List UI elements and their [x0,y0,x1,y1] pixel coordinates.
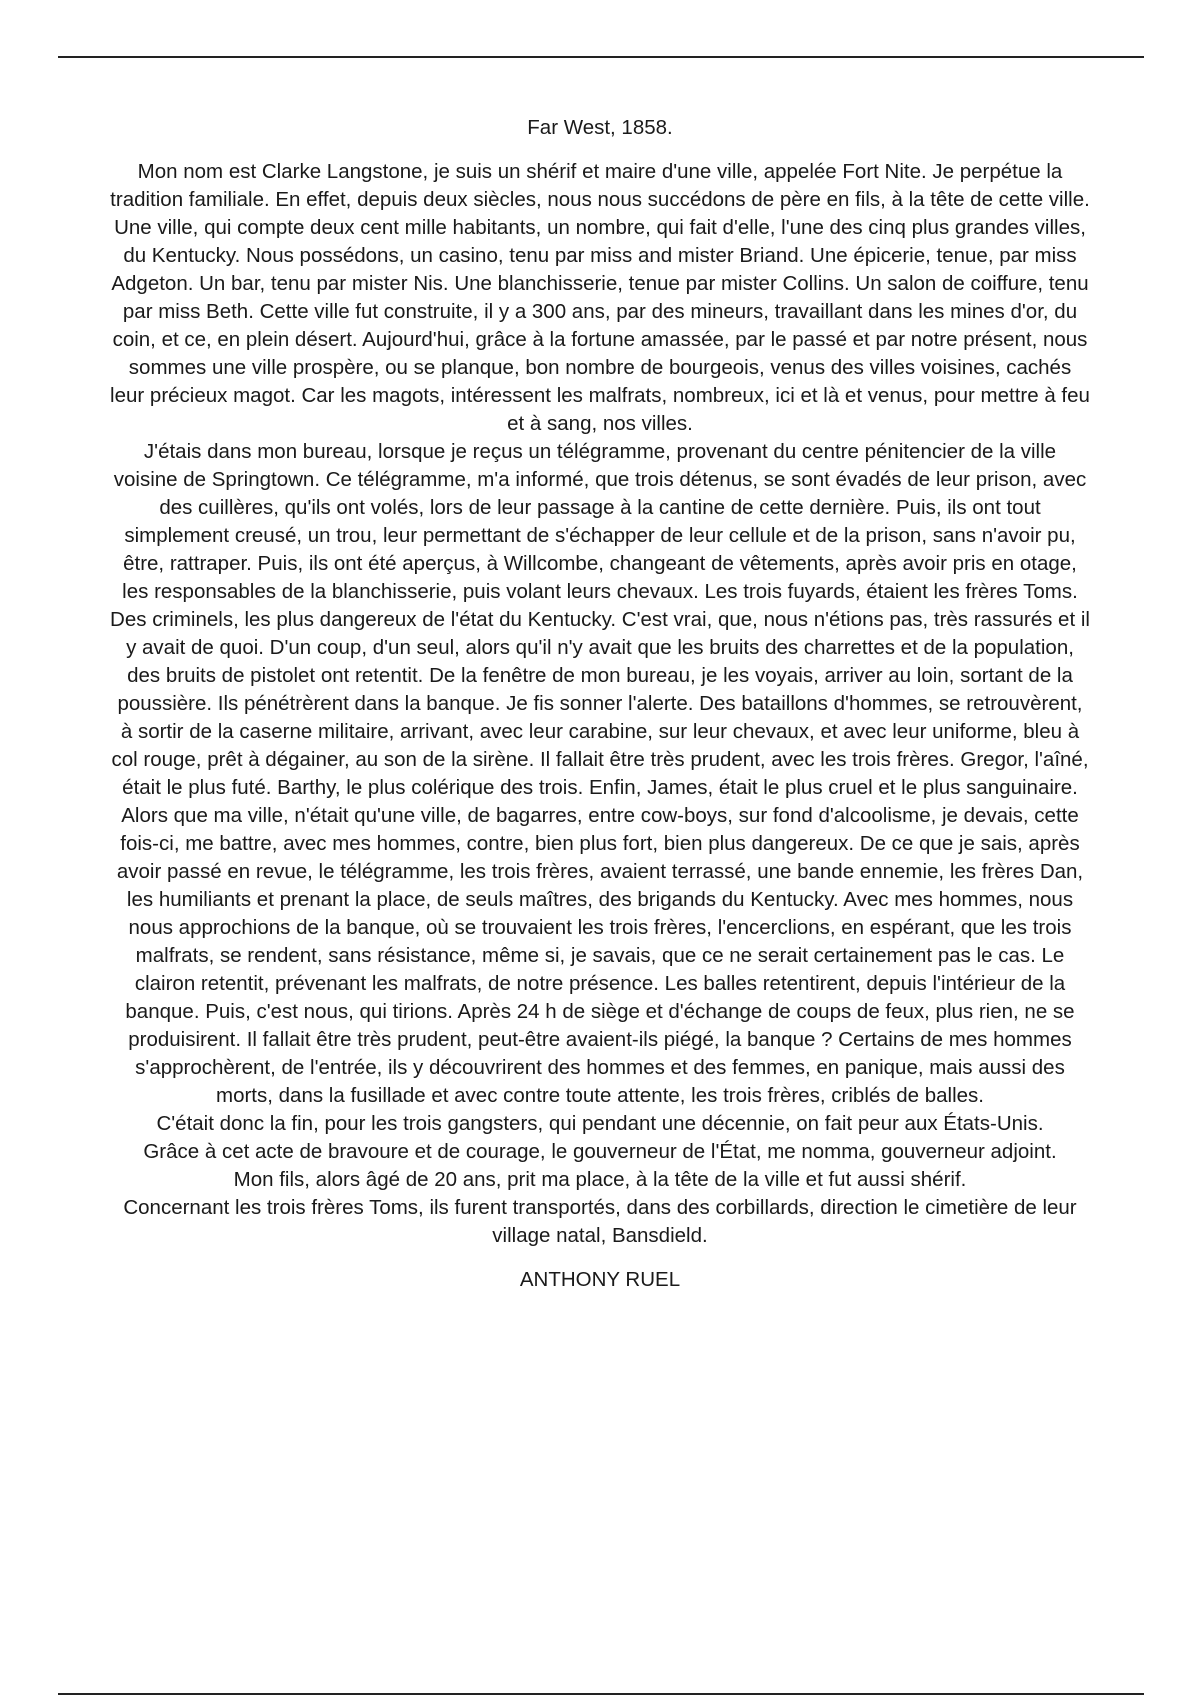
document-page [110,114,1090,1294]
paragraph-son: Mon fils, alors âgé de 20 ans, prit ma place, à la tête de la ville et fut aussi shérif. [233,1168,967,1191]
paragraph-story: J'étais dans mon bureau, lorsque je reçus un télégramme, provenant du centre pénitencier de la ville voisine de Springtown. Ce télégramme, m'a informé, que trois détenus, se sont évadés de leur prison, avec des cuillères, qu'ils ont volés, lors de leur passage à la cantine de cette dernière. Puis, ils ont tout simplement creusé, un trou, leur permettant de s'échapper de leur cellule et de la prison, sans n'avoir pu, être, rattraper. Puis, ils ont été aperçus, à Willcombe, changeant de vêtements, après avoir pris en otage, les responsables de la blanchisserie, puis volant leurs chevaux. Les trois fuyards, étaient les frères Toms. Des criminels, les plus dangereux de l'état du Kentucky. C'est vrai, que, nous n'étions pas, très rassurés et il y avait de quoi. D'un coup, d'un seul, alors qu'il n'y avait que les bruits des charrettes et de la population, des bruits de pistolet ont retentit. De la fenêtre de mon bureau, je les voyais, arriver au loin, sortant de la poussière. Ils pénétrèrent dans la banque. Je fis sonner l'alerte. Des bataillons d'hommes, se retrouvèrent, à sortir de la caserne militaire, arrivant, avec leur carabine, sur leur chevaux, et avec leur uniforme, bleu à col rouge, prêt à dégainer, au son de la sirène. Il fallait être très prudent, avec les trois frères. Gregor, l'aîné, était le plus futé. Barthy, le plus colérique des trois. Enfin, James, était le plus cruel et le plus sanguinaire. Alors que ma ville, n'était qu'une ville, de bagarres, entre cow-boys, sur fond d'alcoolisme, je devais, cette fois-ci, me battre, avec mes hommes, contre, bien plus fort, bien plus dangereux. De ce que je sais, après avoir passé en revue, le télégramme, les trois frères, avaient terrassé, une bande ennemie, les frères Dan, les humiliants et prenant la place, de seuls maîtres, des brigands du Kentucky. Avec mes hommes, nous nous approchions de la banque, où se trouvaient les trois frères, l'encerclions, en espérant, que les trois malfrats, se rendent, sans résistance, même si, je savais, que ce ne serait certainement pas le cas. Le clairon retentit, prévenant les malfrats, de notre présence. Les balles retentirent, depuis l'intérieur de la banque. Puis, c'est nous, qui tirions. Après 24 h de siège et d'échange de coups de feux, plus rien, ne se produisirent. Il fallait être très prudent, peut-être avaient-ils piégé, la banque ? Certains de mes hommes s'approchèrent, de l'entrée, ils y découvrirent des hommes et des femmes, en panique, mais aussi des morts, dans la fusillade et avec contre toute attente, les trois frères, criblés de balles. [110,440,1090,1107]
paragraph-intro: Mon nom est Clarke Langstone, je suis un shérif et maire d'une ville, appelée Fort Nite. Je perpétue la tradition familiale. En effet, depuis deux siècles, nous nous succédons de père en fils, à la tête de cette ville. Une ville, qui compte deux cent mille habitants, un nombre, qui fait d'elle, l'une des cinq plus grandes villes, du Kentucky. Nous possédons, un casino, tenu par miss and mister Briand. Une épicerie, tenue, par miss Adgeton. Un bar, tenu par mister Nis. Une blanchisserie, tenue par mister Collins. Un salon de coiffure, tenu par miss Beth. Cette ville fut construite, il y a 300 ans, par des mineurs, travaillant dans les mines d'or, du coin, et ce, en plein désert. Aujourd'hui, grâce à la fortune amassée, par le passé et par notre présent, nous sommes une ville prospère, ou se planque, bon nombre de bourgeois, venus des villes voisines, cachés leur précieux magot. Car les magots, intéressent les malfrats, nombreux, ici et là et venus, pour mettre à feu et à sang, nos villes. [110,160,1090,435]
author-signature: ANTHONY RUEL [519,1268,681,1291]
bottom-rule [58,1693,1144,1695]
document-header: Far West, 1858. [527,116,673,139]
paragraph-end: C'était donc la fin, pour les trois gangsters, qui pendant une décennie, on fait peur aux États-Unis. [156,1112,1044,1135]
paragraph-governor: Grâce à cet acte de bravoure et de courage, le gouverneur de l'État, me nomma, gouverneur adjoint. [143,1140,1057,1163]
top-rule [58,56,1144,58]
paragraph-burial: Concernant les trois frères Toms, ils furent transportés, dans des corbillards, direction le cimetière de leur village natal, Bansdield. [123,1196,1077,1247]
